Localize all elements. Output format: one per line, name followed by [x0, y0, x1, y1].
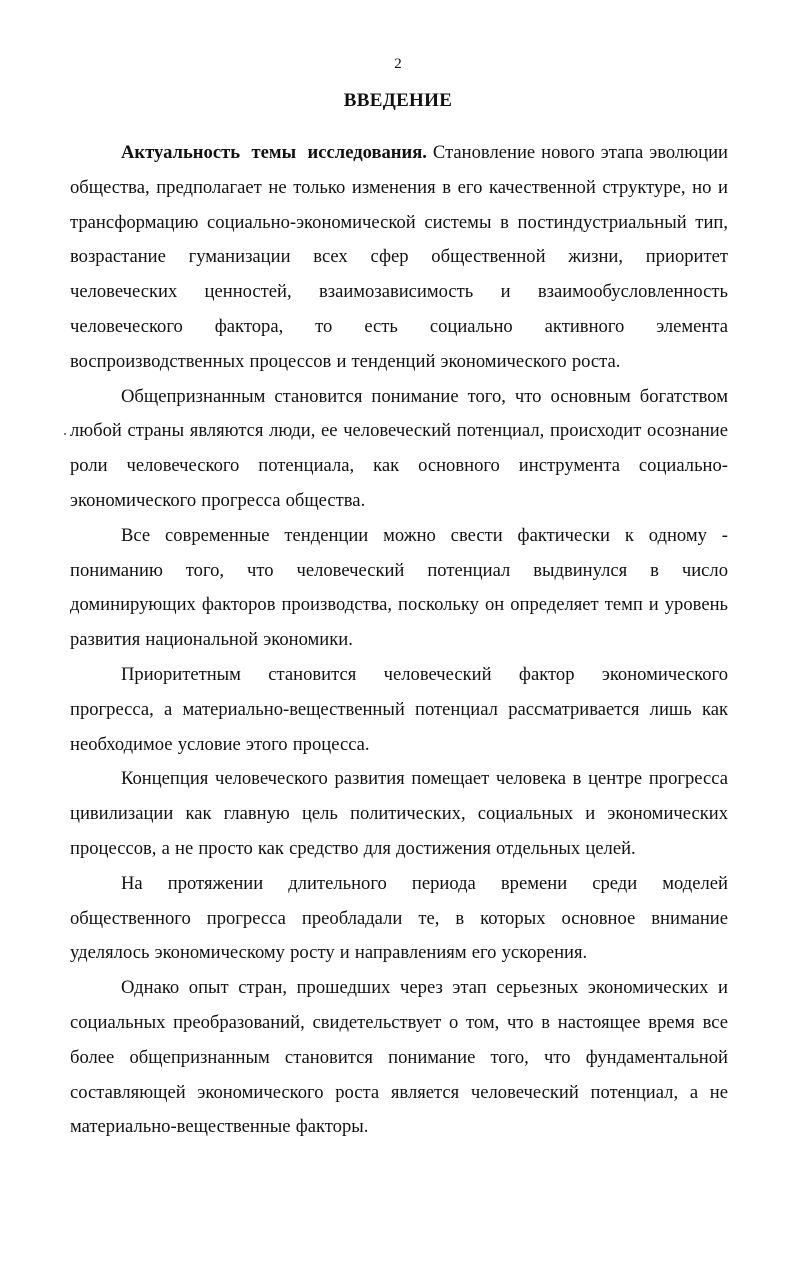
page-number: 2	[394, 56, 402, 72]
paragraph: Все современные тенденции можно свести фактически к одному - пониманию того, что человеческий потенциал выдвинулся в число доминирующих факторов производства, поскольку он определяет темп и уровень развития национальной экономики.	[70, 524, 728, 651]
section-heading: ВВЕДЕНИЕ	[343, 90, 453, 111]
paragraph: Концепция человеческого развития помещает человека в центре прогресса цивилизации как главную цель политических, социальных и экономических процессов, а не просто как средство для достижения отдельных целей.	[70, 768, 728, 859]
relevance-lead: Актуальность темы исследования.	[121, 142, 427, 163]
paragraph: Общепризнанным становится понимание того, что основным богатством любой страны являются люди, ее человеческий потенциал, происходит осознание роли человеческого потенциала, как основного инструмента социально-экономического прогресса общества.	[70, 385, 728, 511]
body-text	[70, 136, 728, 1145]
paragraph-relevance	[70, 136, 728, 380]
paragraph: Однако опыт стран, прошедших через этап серьезных экономических и социальных преобразований, свидетельствует о том, что в настоящее время все более общепризнанным становится понимание того, что фундаментальной составляющей экономического роста является человеческий потенциал, а не материально-вещественные факторы.	[70, 977, 728, 1138]
relevance-text: Становление нового этапа эволюции общества, предполагает не только изменения в его качественной структуре, но и трансформацию социально-экономической системы в постиндустриальный тип, возрастание гуманизации всех сфер общественной жизни, приоритет человеческих ценностей, взаимозависимость и взаимообусловленность человеческого фактора, то есть социально активного элемента воспроизводственных процессов и тенденций экономического роста.	[70, 142, 728, 372]
paragraph: Приоритетным становится человеческий фактор экономического прогресса, а материально-вещественный потенциал рассматривается лишь как необходимое условие этого процесса.	[70, 663, 728, 755]
scan-speck	[64, 433, 66, 435]
paragraph: На протяжении длительного периода времени среди моделей общественного прогресса преобладали те, в которых основное внимание уделялось экономическому росту и направлениям его ускорения.	[70, 872, 728, 964]
